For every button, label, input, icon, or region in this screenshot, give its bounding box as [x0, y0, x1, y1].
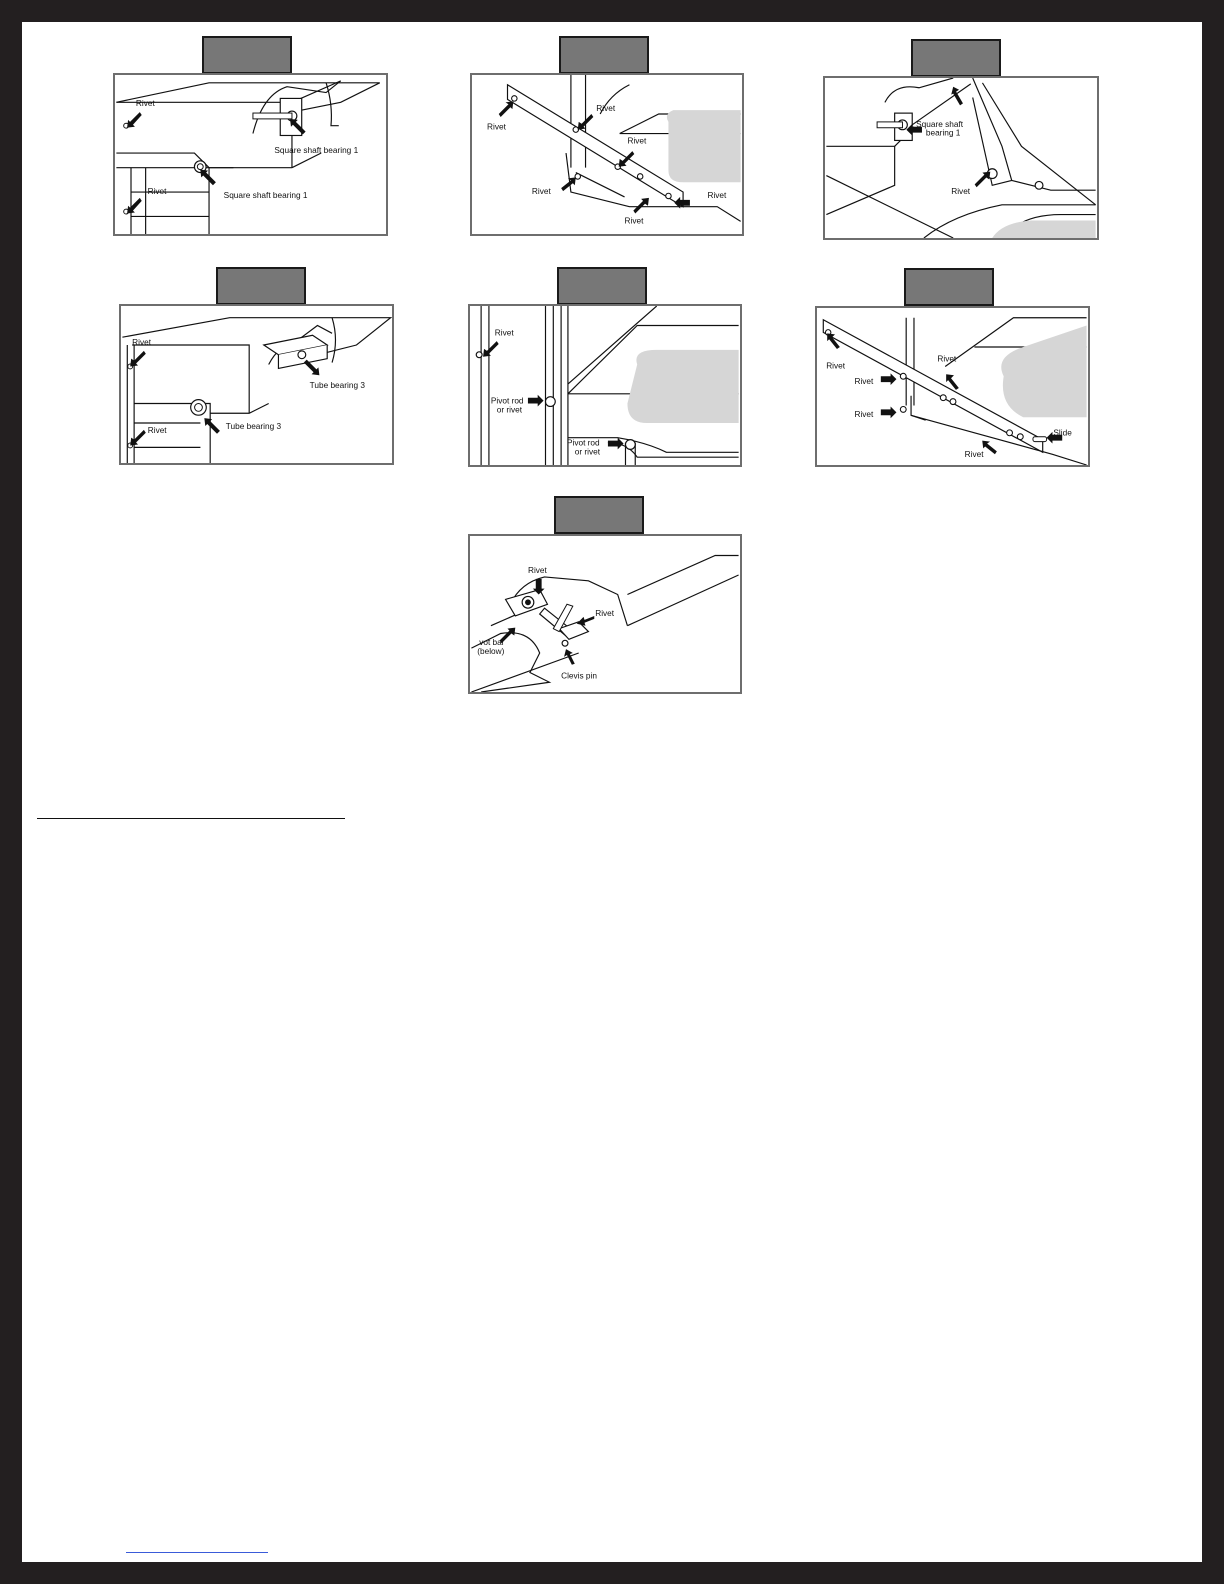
- figure-5-label-5: or rivet: [574, 446, 601, 457]
- figure-4-tab: [216, 267, 306, 305]
- figure-3-tab: [911, 39, 1001, 77]
- figure-1-tab: [202, 36, 292, 74]
- figure-4-panel: [119, 304, 394, 465]
- figure-5-label-4: Pivot rod: [566, 437, 600, 448]
- figure-6-label-3: Rivet: [854, 410, 874, 420]
- figure-1-label-1: Rivet: [135, 98, 155, 109]
- figure-4-label-4: Rivet: [147, 425, 167, 435]
- figure-2-illustration: [472, 75, 742, 234]
- figure-2-label-2: Rivet: [596, 103, 616, 114]
- manual-page: [22, 22, 1202, 1562]
- figure-6-label-2: Rivet: [854, 377, 874, 387]
- figure-4-illustration: [121, 306, 392, 463]
- figure-2-tab: [559, 36, 649, 74]
- figure-2-panel: [470, 73, 744, 236]
- figure-3-label-1: Square shaft: [916, 118, 964, 129]
- figure-7-label-2: Rivet: [595, 608, 615, 618]
- figure-7-panel: [468, 534, 742, 694]
- figure-2-label-6: Rivet: [624, 215, 644, 226]
- figure-6-panel: [815, 306, 1090, 467]
- figure-5-label-3: or rivet: [496, 404, 523, 415]
- figure-7-label-1: Rivet: [527, 566, 547, 576]
- figure-7-tab: [554, 496, 644, 534]
- section-divider: [37, 818, 345, 819]
- figure-7-label-5: Clevis pin: [561, 671, 597, 681]
- figure-5-panel: [468, 304, 742, 467]
- figure-3-panel: [823, 76, 1099, 240]
- figure-4-label-1: Rivet: [132, 338, 152, 348]
- figure-7-illustration: [470, 536, 740, 692]
- figure-7-label-4: (below): [477, 646, 505, 656]
- figure-6-label-6: Rivet: [964, 450, 984, 460]
- figure-1-label-2: Square shaft bearing 1: [274, 145, 359, 156]
- figure-3-illustration: [825, 78, 1097, 238]
- figure-6-illustration: [817, 308, 1088, 465]
- figure-7-label-3: vot bal: [479, 638, 504, 648]
- figure-5-illustration: [470, 306, 740, 465]
- figure-6-tab: [904, 268, 994, 306]
- figure-5-label-2: Pivot rod: [490, 395, 524, 406]
- figure-6-label-5: Slide: [1053, 428, 1072, 438]
- figure-2-label-1: Rivet: [487, 121, 506, 132]
- figure-3-label-3: Rivet: [951, 186, 971, 197]
- figure-2-label-4: Rivet: [531, 186, 551, 197]
- figure-4-label-2: Tube bearing 3: [309, 380, 365, 390]
- figure-6-label-4: Rivet: [937, 354, 957, 364]
- figure-2-label-3: Rivet: [627, 135, 647, 146]
- figure-4-label-3: Tube bearing 3: [225, 421, 282, 431]
- figure-3-label-2: bearing 1: [925, 127, 961, 138]
- figure-6-label-1: Rivet: [826, 361, 846, 371]
- figure-1-label-4: Rivet: [147, 186, 167, 197]
- footer-link-underline[interactable]: [126, 1552, 268, 1553]
- figure-5-label-1: Rivet: [494, 327, 514, 338]
- figure-2-label-5: Rivet: [707, 189, 727, 200]
- figure-1-panel: [113, 73, 388, 236]
- figure-5-tab: [557, 267, 647, 305]
- figure-1-label-3: Square shaft bearing 1: [223, 189, 308, 200]
- figure-1-illustration: [115, 75, 386, 234]
